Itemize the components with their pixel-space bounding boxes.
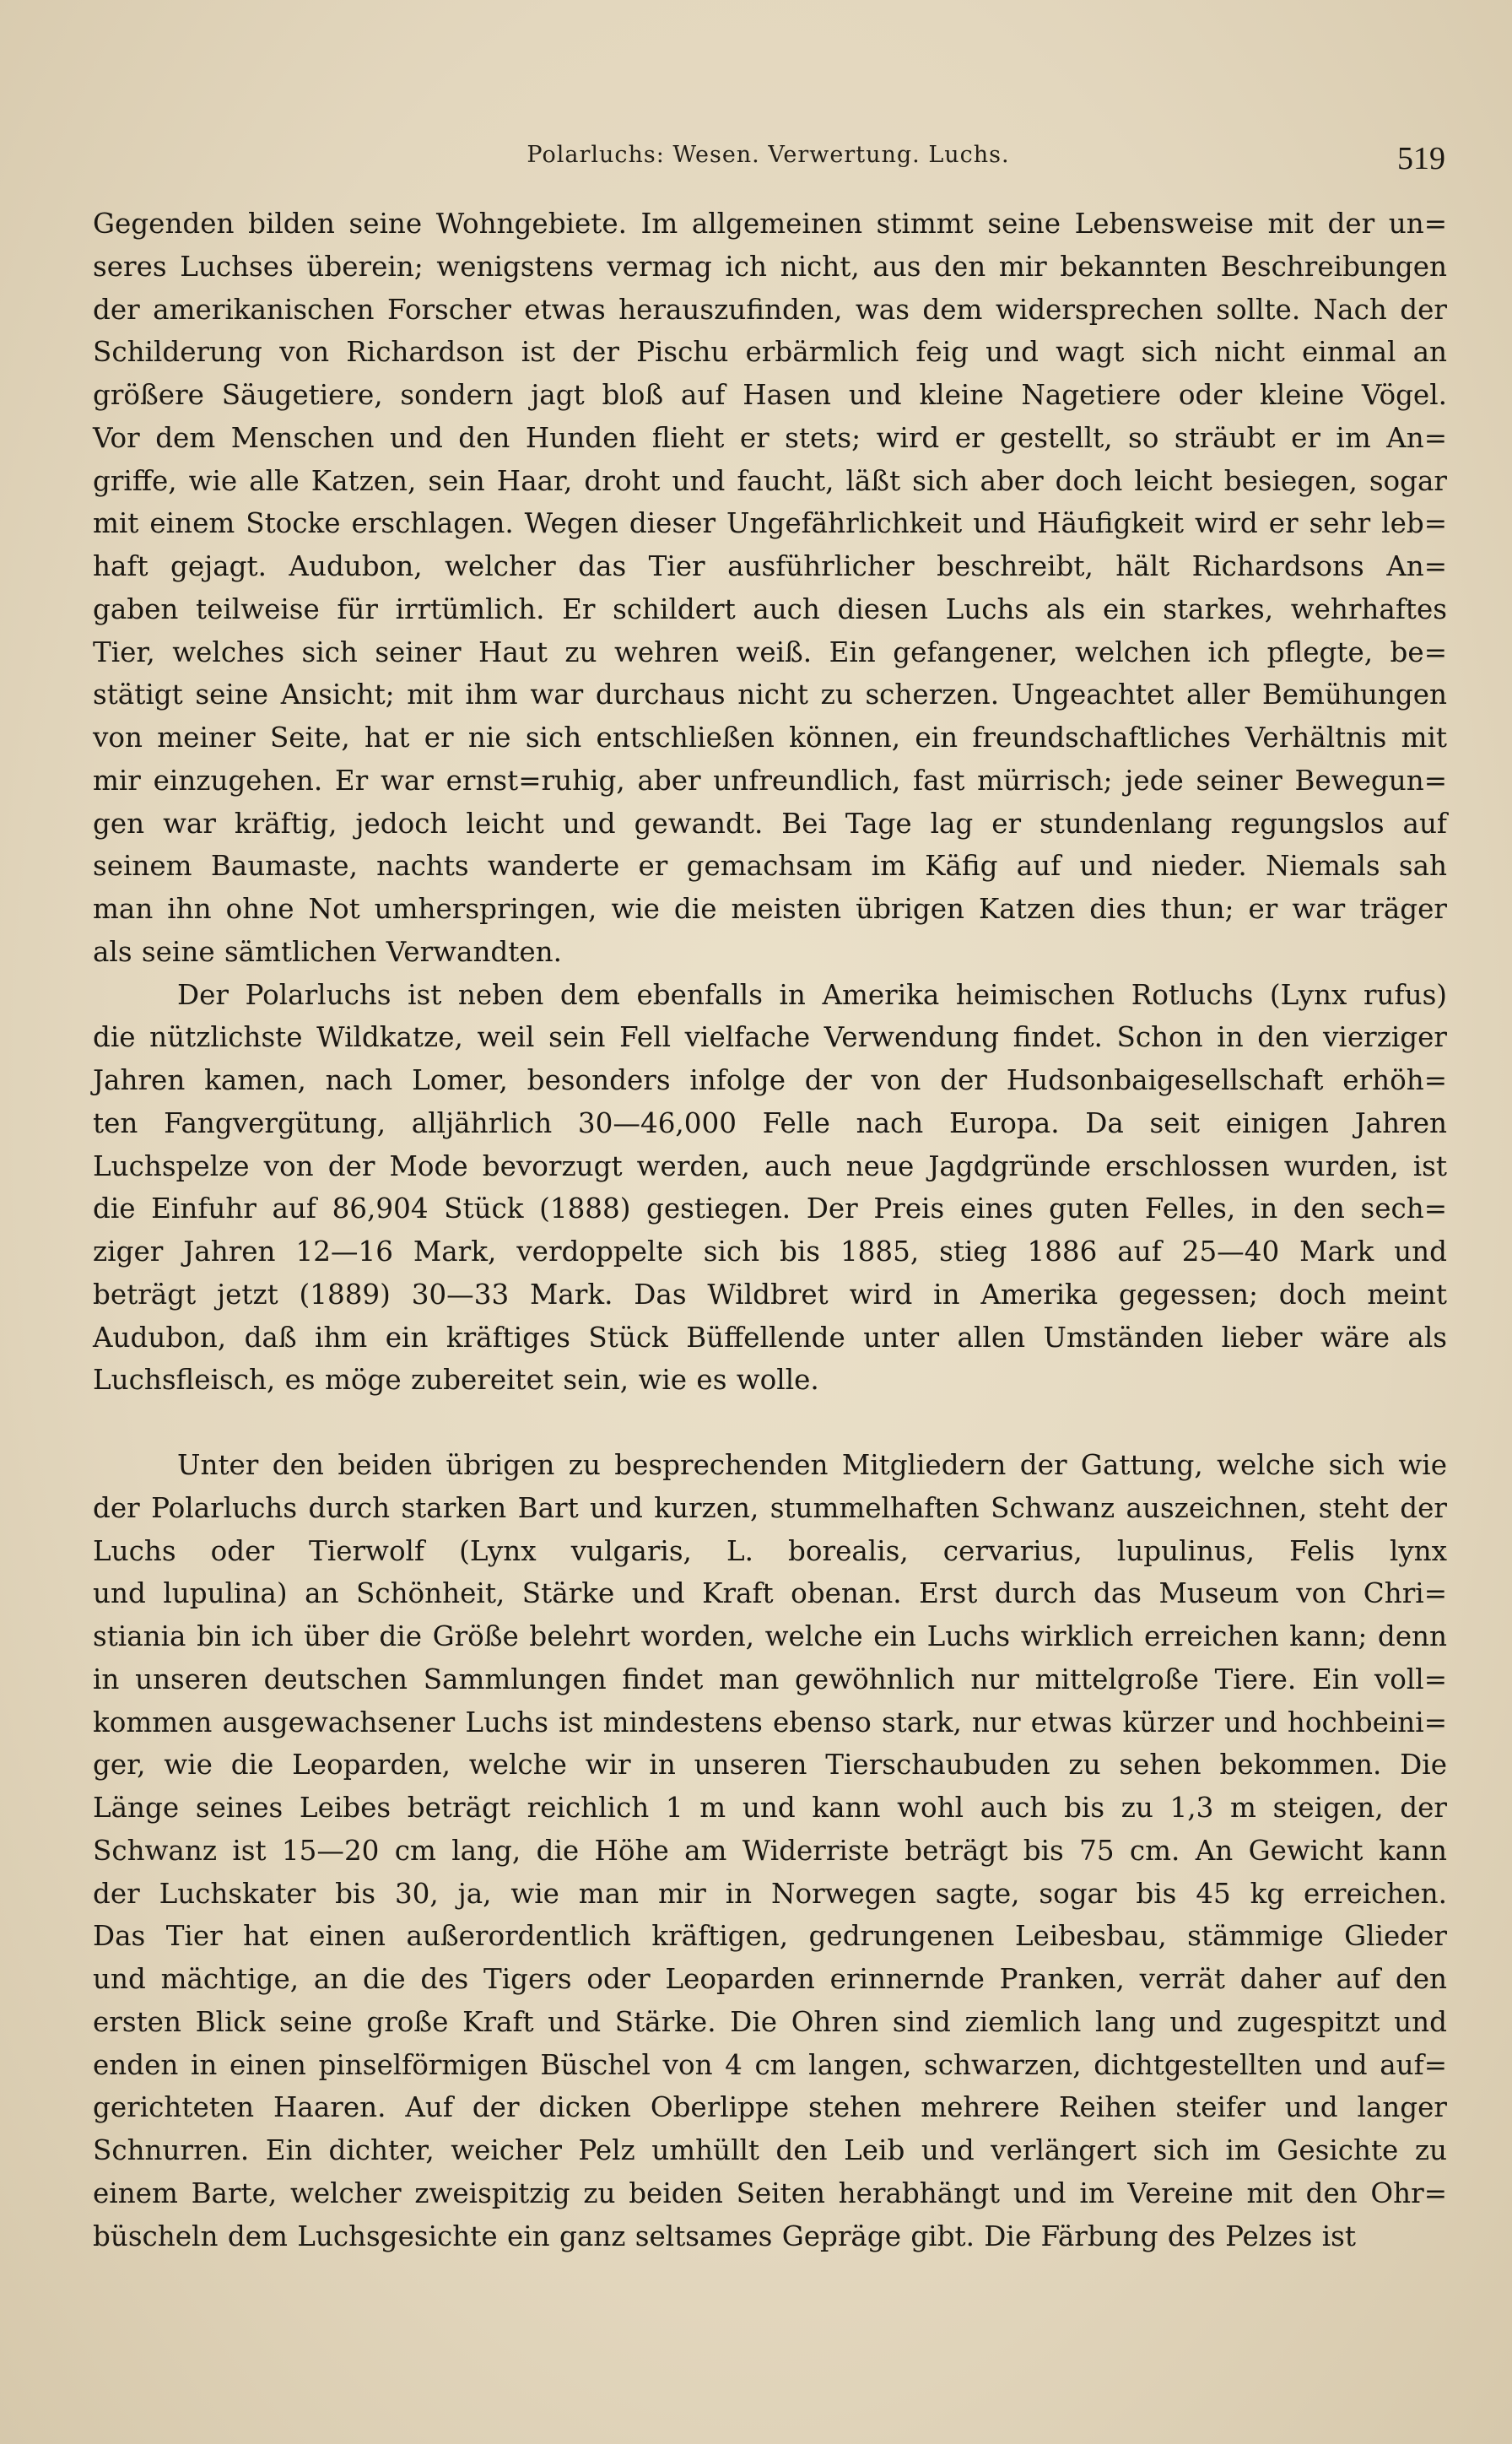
page-body (93, 203, 1447, 2257)
text-line: die nützlichste Wildkatze, weil sein Fell vielfache Verwendung findet. Schon in den vierziger (93, 1021, 1447, 1054)
text-line: einem Barte, welcher zweispitzig zu beiden Seiten herabhängt und im Vereine mit den Ohr= (93, 2176, 1447, 2209)
text-line: büscheln dem Luchsgesichte ein ganz seltsames Gepräge gibt. Die Färbung des Pelzes ist (93, 2220, 1356, 2252)
text-line: Schwanz ist 15—20 cm lang, die Höhe am Widerriste beträgt bis 75 cm. An Gewicht kann (93, 1834, 1447, 1867)
running-head: Polarluchs: Wesen. Verwertung. Luchs. (526, 142, 1010, 168)
paragraph-1 (93, 203, 1447, 974)
text-line: Tier, welches sich seiner Haut zu wehren weiß. Ein gefangener, welchen ich pflegte, be= (93, 635, 1447, 668)
text-line: seinem Baumaste, nachts wanderte er gemachsam im Käfig auf und nieder. Niemals sah (93, 850, 1447, 883)
text-line: die Einfuhr auf 86,904 Stück (1888) gestiegen. Der Preis eines guten Felles, in den sech= (93, 1192, 1447, 1225)
paragraph-3 (93, 1444, 1447, 2257)
text-line: mir einzugehen. Er war ernst=ruhig, aber unfreundlich, fast mürrisch; jede seiner Bewegun= (93, 764, 1447, 797)
text-line: Luchsfleisch, es möge zubereitet sein, wie es wolle. (93, 1364, 819, 1397)
text-line: und lupulina) an Schönheit, Stärke und Kraft obenan. Erst durch das Museum von Chri= (93, 1577, 1447, 1610)
text-line: seres Luchses überein; wenigstens vermag ich nicht, aus den mir bekannten Beschreibungen (93, 250, 1447, 283)
text-line: stiania bin ich über die Größe belehrt worden, welche ein Luchs wirklich erreichen kann; denn (93, 1620, 1447, 1652)
page-number: 519 (1397, 141, 1445, 176)
text-line: ten Fangvergütung, alljährlich 30—46,000 Felle nach Europa. Da seit einigen Jahren (93, 1106, 1447, 1139)
text-line: Jahren kamen, nach Lomer, besonders infolge der von der Hudsonbaigesellschaft erhöh= (93, 1064, 1447, 1096)
text-line: ersten Blick seine große Kraft und Stärke. Die Ohren sind ziemlich lang und zugespitzt und (93, 2005, 1447, 2038)
text-line: Vor dem Menschen und den Hunden flieht er stets; wird er gestellt, so sträubt er im An= (93, 421, 1447, 454)
text-line: haft gejagt. Audubon, welcher das Tier ausführlicher beschreibt, hält Richardsons An= (93, 550, 1447, 582)
paragraph-2 (93, 974, 1447, 1403)
text-line: Länge seines Leibes beträgt reichlich 1 m und kann wohl auch bis zu 1,3 m steigen, der (93, 1792, 1447, 1824)
text-line: größere Säugetiere, sondern jagt bloß auf Hasen und kleine Nagetiere oder kleine Vögel. (93, 379, 1447, 411)
text-line: stätigt seine Ansicht; mit ihm war durchaus nicht zu scherzen. Ungeachtet aller Bemühungen (93, 679, 1447, 711)
text-line: Audubon, daß ihm ein kräftiges Stück Büffellende unter allen Umständen lieber wäre als (93, 1321, 1447, 1354)
text-line: Luchs oder Tierwolf (Lynx vulgaris, L. borealis, cervarius, lupulinus, Felis lynx (93, 1534, 1447, 1567)
text-line: der Polarluchs durch starken Bart und kurzen, stummelhaften Schwanz auszeichnen, steht der (93, 1491, 1447, 1524)
text-line: der Luchskater bis 30, ja, wie man mir in Norwegen sagte, sogar bis 45 kg erreichen. (93, 1877, 1447, 1910)
text-line: gerichteten Haaren. Auf der dicken Oberlippe stehen mehrere Reihen steifer und langer (93, 2091, 1447, 2124)
text-line: gen war kräftig, jedoch leicht und gewandt. Bei Tage lag er stundenlang regungslos auf (93, 807, 1447, 840)
text-line: Schilderung von Richardson ist der Pischu erbärmlich feig und wagt sich nicht einmal an (93, 336, 1447, 369)
text-line: man ihn ohne Not umherspringen, wie die meisten übrigen Katzen dies thun; er war träger (93, 893, 1447, 925)
text-line: Der Polarluchs ist neben dem ebenfalls in Amerika heimischen Rotluchs (Lynx rufus) (177, 978, 1447, 1011)
paragraph-gap (93, 1402, 1447, 1444)
text-line: der amerikanischen Forscher etwas herauszufinden, was dem widersprechen sollte. Nach der (93, 293, 1447, 326)
text-line: Schnurren. Ein dichter, weicher Pelz umhüllt den Leib und verlängert sich im Gesichte zu (93, 2134, 1447, 2166)
text-line: mit einem Stocke erschlagen. Wegen dieser Ungefährlichkeit und Häufigkeit wird er sehr leb= (93, 507, 1447, 540)
text-line: in unseren deutschen Sammlungen findet man gewöhnlich nur mittelgroße Tiere. Ein voll= (93, 1663, 1447, 1695)
text-line: ger, wie die Leoparden, welche wir in unseren Tierschaubuden zu sehen bekommen. Die (93, 1749, 1447, 1782)
page-header (91, 142, 1445, 192)
text-line: enden in einen pinselförmigen Büschel von 4 cm langen, schwarzen, dichtgestellten und auf= (93, 2048, 1447, 2081)
text-line: von meiner Seite, hat er nie sich entschließen können, ein freundschaftliches Verhältnis mit (93, 722, 1447, 754)
text-line: als seine sämtlichen Verwandten. (93, 935, 563, 968)
text-line: griffe, wie alle Katzen, sein Haar, droht und faucht, läßt sich aber doch leicht besiegen, sogar (93, 464, 1447, 497)
text-line: kommen ausgewachsener Luchs ist mindestens ebenso stark, nur etwas kürzer und hochbeini= (93, 1706, 1447, 1738)
text-line: Das Tier hat einen außerordentlich kräftigen, gedrungenen Leibesbau, stämmige Glieder (93, 1920, 1447, 1953)
text-line: Gegenden bilden seine Wohngebiete. Im allgemeinen stimmt seine Lebensweise mit der un= (93, 208, 1447, 240)
text-line: Unter den beiden übrigen zu besprechenden Mitgliedern der Gattung, welche sich wie (177, 1449, 1447, 1481)
text-line: beträgt jetzt (1889) 30—33 Mark. Das Wildbret wird in Amerika gegessen; doch meint (93, 1278, 1447, 1311)
text-line: gaben teilweise für irrtümlich. Er schildert auch diesen Luchs als ein starkes, wehrhaftes (93, 592, 1447, 625)
text-line: und mächtige, an die des Tigers oder Leoparden erinnernde Pranken, verrät daher auf den (93, 1963, 1447, 1995)
text-line: ziger Jahren 12—16 Mark, verdoppelte sich bis 1885, stieg 1886 auf 25—40 Mark und (93, 1236, 1447, 1268)
text-line: Luchspelze von der Mode bevorzugt werden, auch neue Jagdgründe erschlossen wurden, ist (93, 1149, 1447, 1182)
